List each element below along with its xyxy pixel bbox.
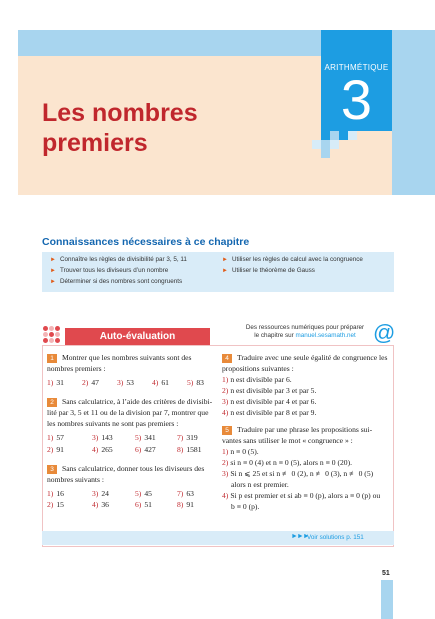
exercise-item: b ≡ 0 (p).	[231, 502, 260, 511]
exercise-option: 4) 265	[92, 445, 113, 454]
exercise-1: 1 Montrer que les nombres suivants sont des nombres premiers :	[47, 353, 192, 373]
exercise-option: 7) 63	[177, 489, 194, 498]
exercise-item: 4) n est divisible par 8 et par 9.	[222, 408, 317, 417]
exercise-option: 2) 47	[82, 378, 99, 387]
exercise-option: 3) 24	[92, 489, 109, 498]
exercise-number-badge: 3	[47, 465, 57, 474]
auto-evaluation-title: Auto-évaluation	[65, 328, 210, 345]
header-right-strip	[392, 30, 435, 195]
chapter-number: 3	[340, 68, 373, 131]
exercise-option: 1) 31	[47, 378, 64, 387]
decor-dot	[43, 338, 48, 343]
exercise-option: 3) 53	[117, 378, 134, 387]
exercise-item: 3) Si n ⩽ 25 et si n ≢ 0 (2), n ≢ 0 (3), n ≢ 0 (5)	[222, 469, 374, 478]
exercise-option: 3) 143	[92, 433, 113, 442]
solutions-link[interactable]: Voir solutions p. 151	[307, 534, 364, 541]
exercise-item: 2) si n ≡ 0 (4) et n ≡ 0 (5), alors n ≡ 0 (20).	[222, 458, 352, 467]
chapter-tab-top	[321, 30, 392, 56]
decor-pixel	[321, 140, 330, 149]
exercise-option: 1) 16	[47, 489, 64, 498]
exercise-option: 5) 341	[135, 433, 156, 442]
exercise-item: 4) Si p est premier et si ab ≡ 0 (p), alors a ≡ 0 (p) ou	[222, 491, 381, 500]
exercise-item: 1) n est divisible par 6.	[222, 375, 292, 384]
bullet-arrow-icon: ►	[222, 268, 228, 274]
bullet-arrow-icon: ►	[50, 279, 56, 285]
exercise-option: 8) 91	[177, 500, 194, 509]
exercise-item: alors n est premier.	[231, 480, 289, 489]
prerequisite-item: ► Trouver tous les diviseurs d’un nombre	[50, 267, 169, 274]
exercise-item: 1) n ≡ 0 (5).	[222, 447, 259, 456]
exercise-option: 2) 15	[47, 500, 64, 509]
prerequisite-item: ► Déterminer si des nombres sont congruents	[50, 278, 183, 285]
prerequisites-title: Connaissances nécessaires à ce chapitre	[42, 236, 250, 248]
decor-pixel	[330, 140, 339, 149]
exercise-option: 6) 51	[135, 500, 152, 509]
bullet-arrow-icon: ►	[50, 268, 56, 274]
decor-dot	[55, 338, 60, 343]
exercise-option: 5) 45	[135, 489, 152, 498]
chapter-subject: ARITHMÉTIQUE	[324, 63, 389, 72]
exercise-option: 8) 1581	[177, 445, 202, 454]
decor-dot	[43, 326, 48, 331]
decor-pixel	[321, 131, 330, 140]
exercise-4: 4 Traduire avec une seule égalité de congruence les propositions suivantes : 1) n est divisible par 6. 2) n est divisible par 3 et par 5. 3) n est divisible par 4 et par 6. 4) n est divisible par 8 et par 9.	[222, 352, 390, 418]
decor-pixel	[339, 131, 348, 140]
exercise-option: 6) 427	[135, 445, 156, 454]
exercise-3: 3 Sans calculatrice, donner tous les diviseurs des nombres suivants :	[47, 464, 205, 484]
exercise-option: 5) 83	[187, 378, 204, 387]
decor-dot	[43, 332, 48, 337]
decor-pixel	[330, 131, 339, 140]
arrows-icon: ►►►	[291, 533, 309, 540]
exercise-number-badge: 1	[47, 354, 57, 363]
decor-pixel	[348, 131, 357, 140]
decor-dot	[49, 332, 54, 337]
prerequisite-item: ► Utiliser les règles de calcul avec la congruence	[222, 256, 363, 263]
prerequisite-item: ► Utiliser le théorème de Gauss	[222, 267, 315, 274]
bullet-arrow-icon: ►	[50, 257, 56, 263]
decor-pixel	[321, 149, 330, 158]
exercise-2: 2 Sans calculatrice, à l’aide des critères de divisibi- lité par 3, 5 et 11 ou de la division par 7, montrer que les nombres suivants ne sont pas premiers :	[47, 397, 213, 428]
page-tab-strip	[381, 580, 393, 619]
decor-dot	[55, 326, 60, 331]
resources-note: Des ressources numériques pour préparer le chapitre sur manuel.sesamath.net	[245, 324, 365, 339]
exercise-item: 3) n est divisible par 4 et par 6.	[222, 397, 317, 406]
exercise-option: 4) 61	[152, 378, 169, 387]
exercise-option: 2) 91	[47, 445, 64, 454]
bullet-arrow-icon: ►	[222, 257, 228, 263]
page-title	[42, 98, 302, 158]
exercise-option: 1) 57	[47, 433, 64, 442]
title-line: premiers	[42, 129, 148, 157]
exercise-5: 5 Traduire par une phrase les propositions sui- vantes sans utiliser le mot « congruence » : 1) n ≡ 0 (5). 2) si n ≡ 0 (4) et n ≡ 0 (5), alors n ≡ 0 (20). 3) Si n ⩽ 25 et si n ≢ 0 (2), n ≢ 0 (3), n ≢ 0 (5) alors n est premier. 4) Si p est premier et si ab ≡ 0 (p), alors a ≡ 0 (p) ou b ≡ 0 (p).	[222, 424, 390, 512]
decor-pixel	[312, 140, 321, 149]
at-sign-icon: @	[373, 320, 396, 345]
exercise-option: 4) 36	[92, 500, 109, 509]
page-number: 51	[382, 570, 390, 577]
exercise-option: 7) 319	[177, 433, 198, 442]
exercise-number-badge: 2	[47, 398, 57, 407]
exercise-number-badge: 4	[222, 354, 232, 363]
title-line: Les nombres	[42, 99, 198, 127]
decor-dot	[49, 338, 54, 343]
decor-dot	[55, 332, 60, 337]
exercise-item: 2) n est divisible par 3 et par 5.	[222, 386, 317, 395]
resources-link[interactable]: manuel.sesamath.net	[295, 332, 356, 339]
exercise-number-badge: 5	[222, 426, 232, 435]
decor-dot	[49, 326, 54, 331]
prerequisite-item: ► Connaître les règles de divisibilité par 3, 5, 11	[50, 256, 187, 263]
